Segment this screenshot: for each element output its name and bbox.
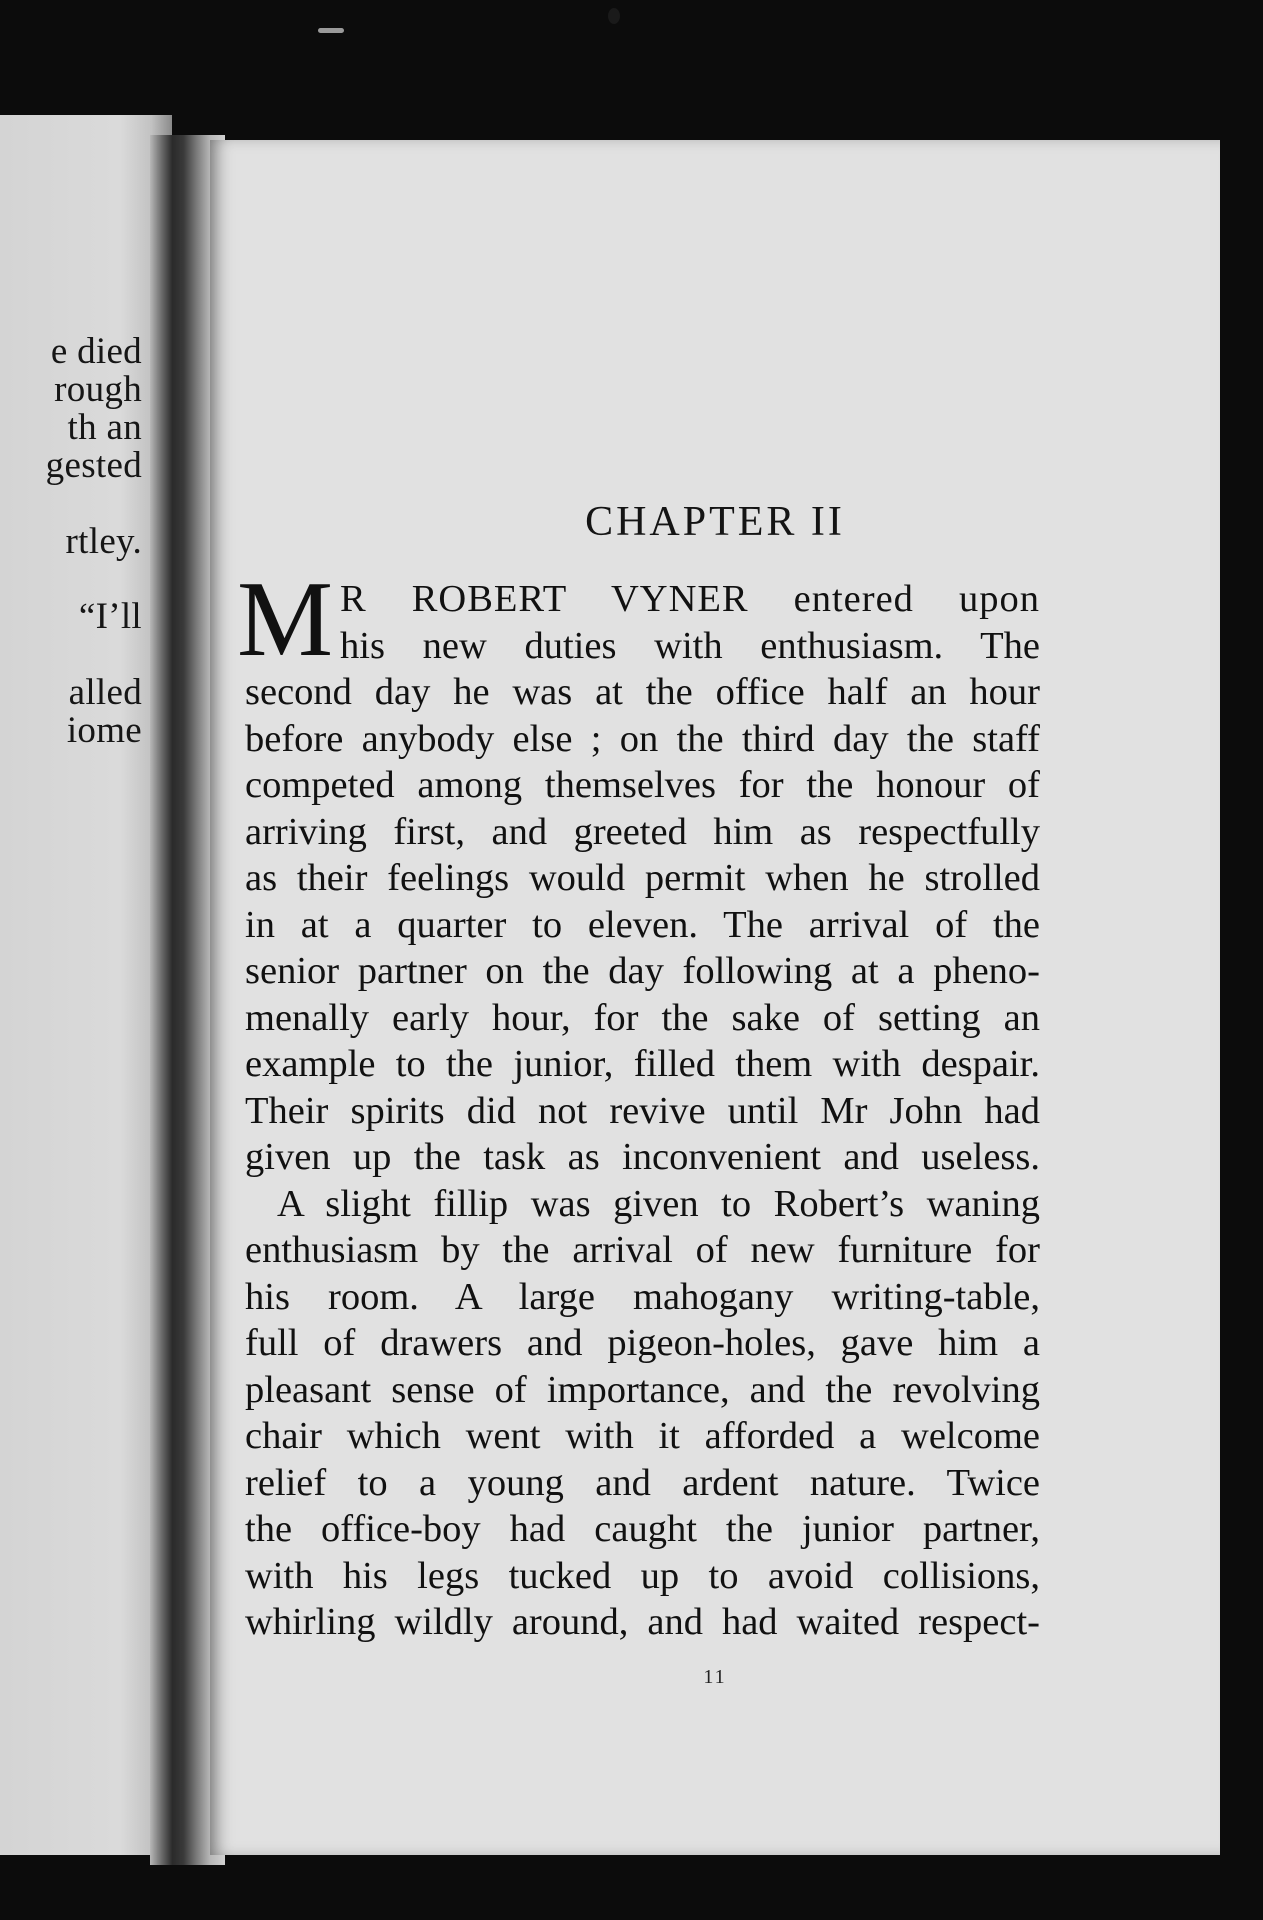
page-number: 11 (703, 1666, 727, 1688)
body-line: second day he was at the office half an hour (245, 671, 1040, 713)
body-line: A slight fillip was given to Robert’s waning (277, 1182, 1040, 1225)
previous-page-line: rtley. (65, 521, 142, 562)
body-line: the office-boy had caught the junior partner, (245, 1508, 1040, 1550)
previous-page-line: iome (66, 710, 142, 751)
previous-page-line: alled (68, 672, 142, 713)
body-line: whirling wildly around, and had waited respect- (245, 1601, 1040, 1643)
body-line: his new duties with enthusiasm. The (340, 624, 1040, 667)
body-line: Their spirits did not revive until Mr John had (245, 1089, 1040, 1132)
body-line: given up the task as inconvenient and useless. (245, 1136, 1040, 1178)
body-line: relief to a young and ardent nature. Twice (245, 1461, 1040, 1504)
body-line: menally early hour, for the sake of setting an (245, 996, 1040, 1039)
body-line: before anybody else ; on the third day the staff (245, 717, 1040, 760)
body-line: full of drawers and pigeon-holes, gave him a (245, 1322, 1040, 1364)
body-line: arriving first, and greeted him as respectfully (245, 810, 1040, 853)
body-line: with his legs tucked up to avoid collisions, (245, 1554, 1040, 1597)
current-page (210, 140, 1220, 1855)
body-line: chair which went with it afforded a welcome (245, 1415, 1040, 1457)
previous-page-line: rough (54, 369, 142, 410)
scan-speck (318, 28, 344, 33)
previous-page (0, 115, 172, 1855)
body-line: competed among themselves for the honour of (245, 764, 1040, 806)
body-line: R ROBERT VYNER entered upon (340, 578, 1040, 620)
body-line: as their feelings would permit when he strolled (245, 857, 1040, 899)
body-line: pleasant sense of importance, and the revolving (245, 1368, 1040, 1411)
previous-page-line: gested (45, 445, 142, 486)
drop-cap: M (237, 560, 334, 679)
previous-page-line: th an (67, 407, 142, 448)
previous-page-line: e died (50, 331, 142, 372)
scan-speck (608, 8, 620, 24)
chapter-title: CHAPTER II (585, 499, 845, 545)
body-line: senior partner on the day following at a pheno- (245, 950, 1040, 992)
body-line: enthusiasm by the arrival of new furniture for (245, 1229, 1040, 1271)
body-line: example to the junior, filled them with despair. (245, 1043, 1040, 1085)
body-line: in at a quarter to eleven. The arrival of the (245, 903, 1040, 946)
body-line: his room. A large mahogany writing-table, (245, 1275, 1040, 1318)
previous-page-line: “I’ll (78, 596, 142, 637)
